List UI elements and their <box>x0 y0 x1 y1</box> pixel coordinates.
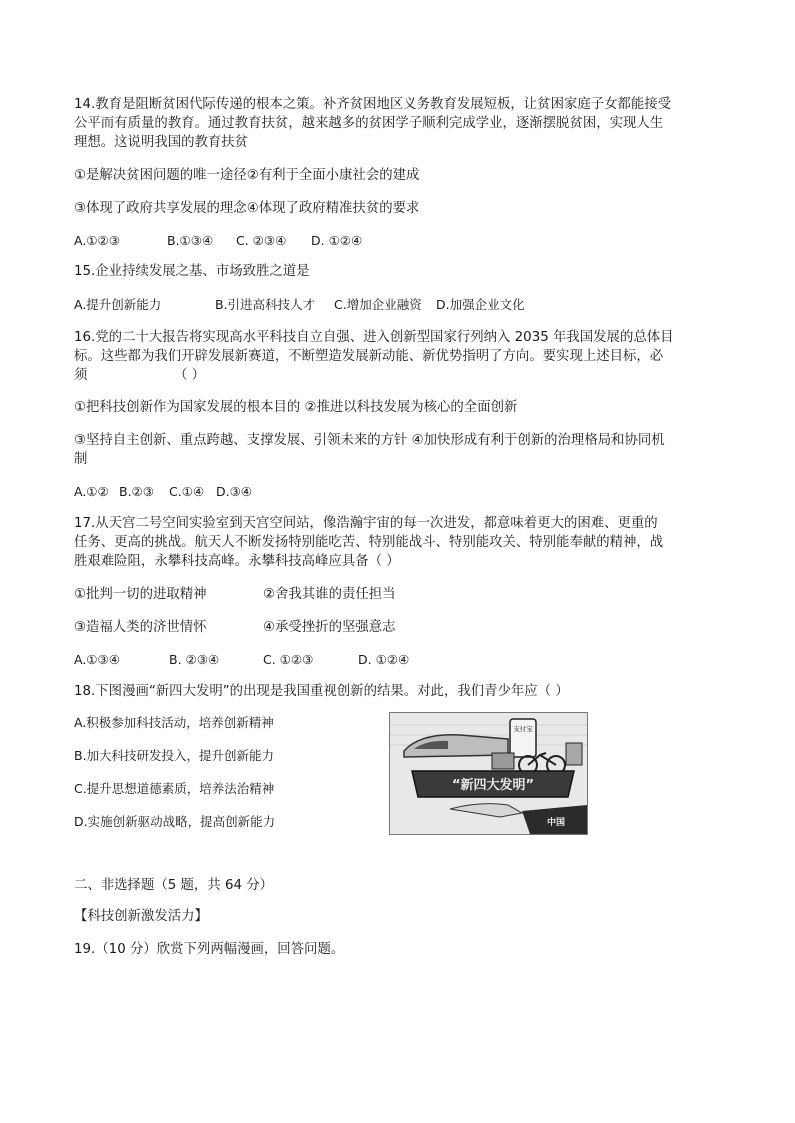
q16-option-b: B.②③ <box>119 484 154 499</box>
q14-stem-line-2: 公平而有质量的教育。通过教育扶贫，越来越多的贫困学子顺利完成学业，逐渐摆脱贫困，实现人生 <box>74 116 664 131</box>
q18-option-d: D.实施创新驱动战略，提高创新能力 <box>74 814 276 829</box>
q18-stem: 18.下图漫画“新四大发明”的出现是我国重视创新的结果。对此，我们青少年应（ ） <box>74 684 569 699</box>
q15-option-b: B.引进高科技人才 <box>215 297 316 312</box>
section-2-heading: 二、非选择题（5 题，共 64 分） <box>74 878 274 893</box>
q14-stem-line-3: 理想。这说明我国的教育扶贫 <box>74 135 249 150</box>
q14-option-c: C. ②③④ <box>236 233 287 248</box>
q14-option-d: D. ①②④ <box>311 233 363 248</box>
q14-option-a: A.①②③ <box>74 233 120 248</box>
q15-option-c: C.增加企业融资 <box>334 297 422 312</box>
section-2-subheading: 【科技创新激发活力】 <box>74 909 208 924</box>
q17-stem-line-1: 17.从天宫二号空间实验室到天宫空间站，像浩瀚宇宙的每一次进发，都意味着更大的困难、更重的 <box>74 516 658 531</box>
q17-option-d: D. ①②④ <box>358 652 410 667</box>
q14-statement-1: ①是解决贫困问题的唯一途径②有利于全面小康社会的建成 <box>74 168 420 183</box>
q17-statement-2: ②舍我其谁的责任担当 <box>263 587 396 602</box>
q16-statement-3: 制 <box>74 452 88 467</box>
q16-statement-2: ③坚持自主创新、重点跨越、支撑发展、引领未来的方针 ④加快形成有利于创新的治理格局和协同机 <box>74 433 665 448</box>
q16-statement-1: ①把科技创新作为国家发展的根本目的 ②推进以科技发展为核心的全面创新 <box>74 400 518 415</box>
q16-stem-line-3: 须 <box>74 368 88 383</box>
q14-statement-2: ③体现了政府共享发展的理念④体现了政府精准扶贫的要求 <box>74 201 420 216</box>
q15-option-a: A.提升创新能力 <box>74 297 162 312</box>
q19-stem: 19.（10 分）欣赏下列两幅漫画，回答问题。 <box>74 942 345 957</box>
q14-option-b: B.①③④ <box>167 233 214 248</box>
q16-answer-blank: （ ） <box>174 368 206 383</box>
q14-stem-line-1: 14.教育是阻断贫困代际传递的根本之策。补齐贫困地区义务教育发展短板，让贫困家庭子女都能接受 <box>74 97 672 112</box>
q17-statement-4: ④承受挫折的坚强意志 <box>263 620 396 635</box>
q17-stem-line-3: 胜艰难险阻，永攀科技高峰。永攀科技高峰应具备（ ） <box>74 554 400 569</box>
phone-label: 支付宝 <box>513 725 533 733</box>
q16-option-d: D.③④ <box>216 484 253 499</box>
q16-option-c: C.①④ <box>169 484 205 499</box>
q18-option-b: B.加大科技研发投入，提升创新能力 <box>74 748 275 763</box>
q18-option-a: A.积极参加科技活动，培养创新精神 <box>74 715 274 730</box>
q15-option-d: D.加强企业文化 <box>436 297 525 312</box>
q17-stem-line-2: 任务、更高的挑战。航天人不断发扬特别能吃苦、特别能战斗、特别能攻关、特别能奉献的精神，战 <box>74 535 664 550</box>
q17-statement-3: ③造福人类的济世情怀 <box>74 620 207 635</box>
banner-text: “新四大发明” <box>451 778 535 793</box>
q17-option-a: A.①③④ <box>74 652 120 667</box>
q17-option-c: C. ①②③ <box>263 652 314 667</box>
sleeve-label: 中国 <box>546 818 566 828</box>
q16-stem-line-2: 标。这些都为我们开辟发展新赛道，不断塑造发展新动能、新优势指明了方向。要实现上述目标，必 <box>74 349 664 364</box>
q16-option-a: A.①② <box>74 484 109 499</box>
q17-statement-1: ①批判一切的进取精神 <box>74 587 207 602</box>
q15-stem: 15.企业持续发展之基、市场致胜之道是 <box>74 264 310 279</box>
q16-stem-line-1: 16.党的二十大报告将实现高水平科技自立自强、进入创新型国家行列纳入 2035 年我国发展的总体目 <box>74 330 674 345</box>
q18-option-c: C.提升思想道德素质，培养法治精神 <box>74 781 275 796</box>
new-four-inventions-cartoon <box>389 712 588 835</box>
parcel-shape <box>492 753 514 769</box>
q17-option-b: B. ②③④ <box>169 652 220 667</box>
